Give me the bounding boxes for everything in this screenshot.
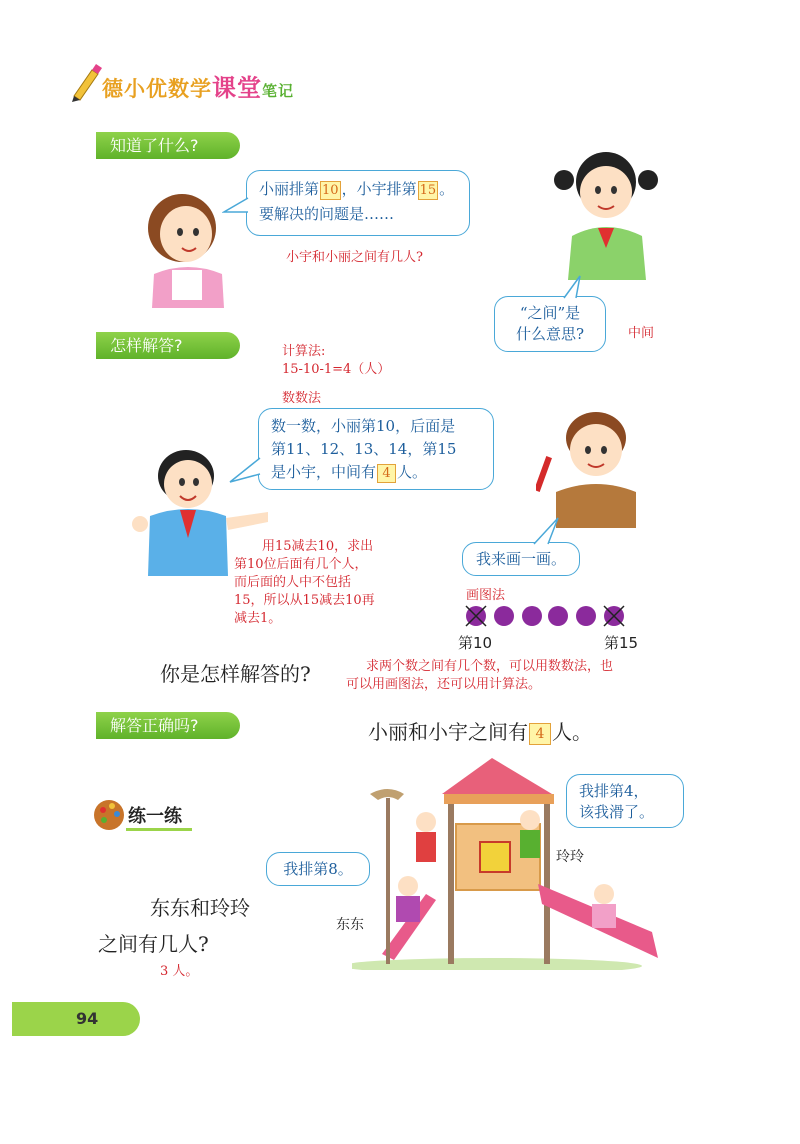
name-dongdong: 东东 — [336, 917, 364, 933]
practice-heading: 练一练 — [128, 806, 182, 827]
text: 小丽排第 — [259, 180, 320, 198]
speech-bubble-rank-4 — [566, 774, 684, 828]
dot — [522, 606, 542, 626]
speech-bubble-draw: 我来画一画。 — [462, 542, 580, 576]
practice-question-line1: 东东和玲玲 — [150, 896, 250, 920]
palette-icon — [92, 796, 126, 832]
handwritten-practice-answer: 3 人。 — [160, 964, 199, 979]
handwritten-calc-expression: 15-10-1=4（人） — [282, 362, 391, 377]
bubble-line: 第11、12、13、14，第15 — [271, 440, 457, 458]
section-heading-solve: 怎样解答? — [96, 332, 240, 359]
handwritten-summary — [346, 658, 613, 694]
note-line: 求两个数之间有几个数，可以用数数法，也 — [366, 659, 614, 674]
prompt-how-solved: 你是怎样解答的? — [160, 662, 311, 686]
handwritten-explanation — [234, 538, 375, 628]
speech-bubble-known — [246, 170, 470, 236]
girl-illustration — [144, 190, 230, 308]
text: ，小宇排第 — [341, 180, 417, 198]
speech-bubble-between — [494, 296, 606, 352]
cross-mark-icon — [602, 604, 626, 628]
page-number: 94 — [76, 1009, 99, 1028]
handwritten-count-title: 数数法 — [282, 391, 322, 406]
dot-diagram — [464, 606, 634, 630]
note-line: 15，所以从15减去10再 — [234, 593, 375, 608]
handwritten-draw-title: 画图法 — [466, 588, 506, 603]
bubble-tail — [222, 196, 252, 220]
text: 。 — [439, 180, 455, 198]
section-heading-check: 解答正确吗? — [96, 712, 240, 739]
answer-statement — [368, 716, 592, 745]
handwritten-note-question: 小宇和小丽之间有几人? — [286, 250, 423, 265]
bubble-tail — [560, 274, 584, 300]
handwritten-note-middle: 中间 — [628, 326, 655, 341]
section-heading-know: 知道了什么? — [96, 132, 240, 159]
bubble-line: 数一数，小丽第10，后面是 — [271, 417, 456, 435]
speech-bubble-counting — [258, 408, 494, 490]
dot — [548, 606, 568, 626]
label-10th: 第10 — [458, 634, 493, 652]
answer-box: 15 — [419, 182, 437, 198]
bubble-line: “之间”是 — [519, 304, 581, 322]
bubble-line — [271, 461, 481, 484]
cross-mark-icon — [464, 604, 488, 628]
brand-text-c: 笔记 — [262, 82, 295, 100]
text: 小丽和小宇之间有 — [368, 720, 528, 744]
girl-with-pigtails-illustration — [548, 148, 664, 280]
note-line: 而后面的人中不包括 — [234, 575, 352, 590]
heading-underline — [126, 828, 192, 831]
bubble-tail — [530, 516, 560, 546]
note-line: 减去1。 — [234, 611, 282, 626]
name-lingling: 玲玲 — [556, 849, 584, 865]
brand-title — [102, 68, 294, 103]
label-15th: 第15 — [604, 634, 639, 652]
text: 是小宇，中间有 — [271, 463, 377, 481]
practice-question-line2: 之间有几人? — [98, 932, 209, 956]
bubble-line: 什么意思? — [515, 325, 585, 343]
bubble-line: 我排第4， — [579, 782, 649, 800]
answer-box: 10 — [322, 182, 339, 198]
answer-box: 4 — [377, 464, 396, 483]
handwritten-calc-title: 计算法: — [282, 344, 326, 359]
dot — [576, 606, 596, 626]
note-line: 用15减去10，求出 — [262, 539, 374, 554]
dot — [494, 606, 514, 626]
text: 人。 — [397, 463, 428, 481]
brand-text-b: 课堂 — [212, 74, 262, 102]
text: 人。 — [552, 720, 592, 744]
note-line: 可以用画图法，还可以用计算法。 — [346, 677, 542, 692]
speech-bubble-rank-8: 我排第8。 — [266, 852, 370, 886]
bubble-line: 要解决的问题是…… — [259, 205, 395, 223]
note-line: 第10位后面有几个人， — [234, 557, 368, 572]
answer-box: 4 — [529, 723, 551, 745]
bubble-line — [259, 177, 457, 202]
brand-text-a: 德小优数学 — [102, 77, 212, 101]
bubble-line: 该我滑了。 — [579, 803, 655, 821]
boy-drawing-illustration — [536, 408, 640, 530]
